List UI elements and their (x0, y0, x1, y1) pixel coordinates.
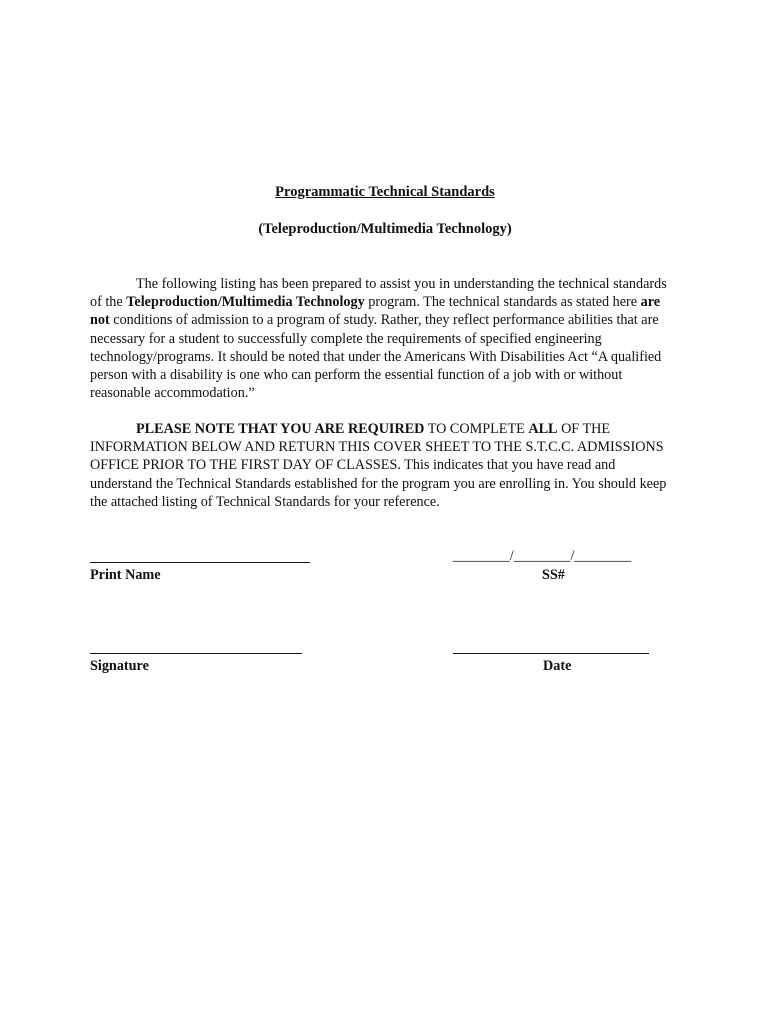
all-emphasis: ALL (528, 421, 558, 437)
are-not-emphasis: are not (90, 294, 661, 329)
document-title: Programmatic Technical Standards (275, 184, 495, 200)
notice-text-2: OF THE INFORMATION BELOW AND RETURN THIS COVER SHEET TO THE S.T.C.C. ADMISSIONS OFFICE PRIOR TO THE FIRST DAY OF CLASSES. This indicates that you have read and understand the Technical Standards established for the program you are enrolling in. You should keep the attached listing of Technical Standards for your reference. (90, 421, 667, 510)
print-name-line[interactable] (90, 562, 310, 563)
notice-paragraph (90, 420, 680, 511)
document-subtitle: (Teleproduction/Multimedia Technology) (258, 221, 512, 237)
ss-label: SS# (542, 567, 565, 583)
intro-paragraph (90, 275, 680, 402)
ss-number-field[interactable]: ________/________/________ (453, 548, 632, 564)
program-name: Teleproduction/Multimedia Technology (126, 294, 365, 311)
notice-emphasis: PLEASE NOTE THAT YOU ARE REQUIRED (136, 421, 425, 437)
date-line[interactable] (453, 653, 649, 654)
signature-label: Signature (90, 658, 149, 674)
signature-line[interactable] (90, 653, 302, 654)
date-label: Date (543, 658, 572, 674)
intro-text-2: program. The technical standards as stated here (364, 294, 641, 311)
notice-text-1: TO COMPLETE (424, 421, 529, 437)
intro-text-1: The following listing has been prepared to assist you in understanding the technical standards of the (90, 276, 667, 311)
print-name-label: Print Name (90, 567, 161, 583)
intro-text-3: conditions of admission to a program of study. Rather, they reflect performance abilities that are necessary for a student to successfully complete the requirements of specified engineering technology/programs. It should be noted that under the Americans With Disabilities Act “A qualified person with a disability is one who can perform the essential function of a job with or without reasonable accommodation.” (90, 312, 662, 402)
